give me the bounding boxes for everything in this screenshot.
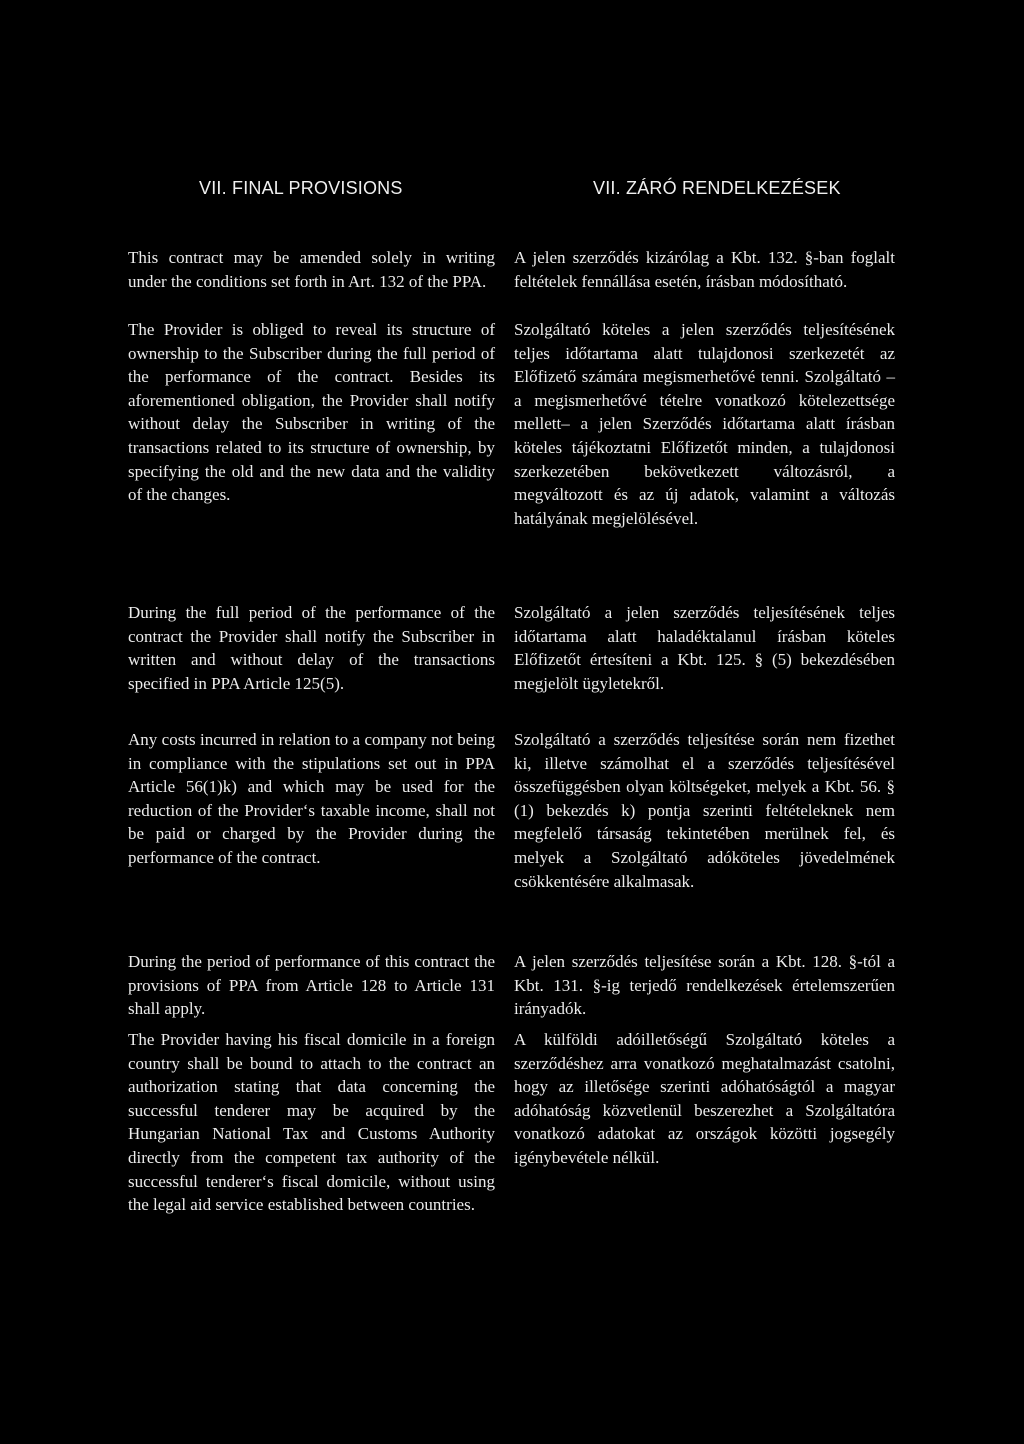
clause-en-applicable-articles: During the period of performance of this contract the provisions of PPA from Article 128 to Article 131 shall apply.	[128, 952, 495, 1019]
clause-en-foreign-domicile: The Provider having his fiscal domicile in a foreign country shall be bound to attach to the contract an authorization stating that data concerning the successful tenderer may be acquired by the Hungarian National Tax and Customs Authority directly from the competent tax authority of the successful tenderer‘s fiscal domicile, without using the legal aid service established between countries.	[128, 1030, 495, 1215]
clause-hu-amendment: A jelen szerződés kizárólag a Kbt. 132. §-ban foglalt feltételek fennállása esetén, írásban módosítható.	[514, 248, 895, 291]
clause-en-transactions-notice: During the full period of the performance of the contract the Provider shall notify the Subscriber in written and without delay of the transactions specified in PPA Article 125(5).	[128, 603, 495, 693]
section-heading-hungarian: VII. ZÁRÓ RENDELKEZÉSEK	[593, 178, 841, 198]
clause-en-ownership: The Provider is obliged to reveal its structure of ownership to the Subscriber during the full period of the performance of the contract. Besides its aforementioned obligation, the Provider shall notify without delay the Subscriber in writing of the transactions related to its structure of ownership, by specifying the old and the new data and the validity of the changes.	[128, 320, 495, 505]
clause-en-amendment: This contract may be amended solely in writing under the conditions set forth in Art. 132 of the PPA.	[128, 248, 495, 291]
clause-hu-foreign-domicile: A külföldi adóilletőségű Szolgáltató köteles a szerződéshez arra vonatkozó meghatalmazást csatolni, hogy az illetősége szerinti adóhatóságtól a magyar adóhatóság közvetlenül beszerezhet a Szolgáltatóra vonatkozó adatokat az országok közötti jogsegély igénybevétele nélkül.	[514, 1030, 895, 1167]
clause-en-costs: Any costs incurred in relation to a company not being in compliance with the stipulations set out in PPA Article 56(1)k) and which may be used for the reduction of the Provider‘s taxable income, shall not be paid or charged by the Provider during the performance of the contract.	[128, 730, 495, 867]
clause-hu-transactions-notice: Szolgáltató a jelen szerződés teljesítésének teljes időtartama alatt haladéktalanul írásban köteles Előfizetőt értesíteni a Kbt. 125. § (5) bekezdésében megjelölt ügyletekről.	[514, 603, 895, 693]
section-heading-english: VII. FINAL PROVISIONS	[199, 178, 403, 198]
clause-hu-applicable-articles: A jelen szerződés teljesítése során a Kbt. 128. §-tól a Kbt. 131. §-ig terjedő rendelkezések értelemszerűen irányadók.	[514, 952, 895, 1019]
clause-hu-costs: Szolgáltató a szerződés teljesítése során nem fizethet ki, illetve számolhat el a szerződés teljesítésével összefüggésben olyan költségeket, melyek a Kbt. 56. § (1) bekezdés k) pontja szerinti feltételeknek nem megfelelő társaság tekintetében merülnek fel, és melyek a Szolgáltató adóköteles jövedelmének csökkentésére alkalmasak.	[514, 730, 895, 891]
clause-hu-ownership: Szolgáltató köteles a jelen szerződés teljesítésének teljes időtartama alatt tulajdonosi szerkezetét az Előfizető számára megismerhetővé tenni. Szolgáltató – a megismerhetővé tételre vonatkozó kötelezettsége mellett– a jelen Szerződés időtartama alatt írásban köteles tájékoztatni Előfizetőt minden, a tulajdonosi szerkezetében bekövetkezett változásról, a megváltozott és az új adatok, valamint a változás hatályának megjelölésével.	[514, 320, 895, 528]
